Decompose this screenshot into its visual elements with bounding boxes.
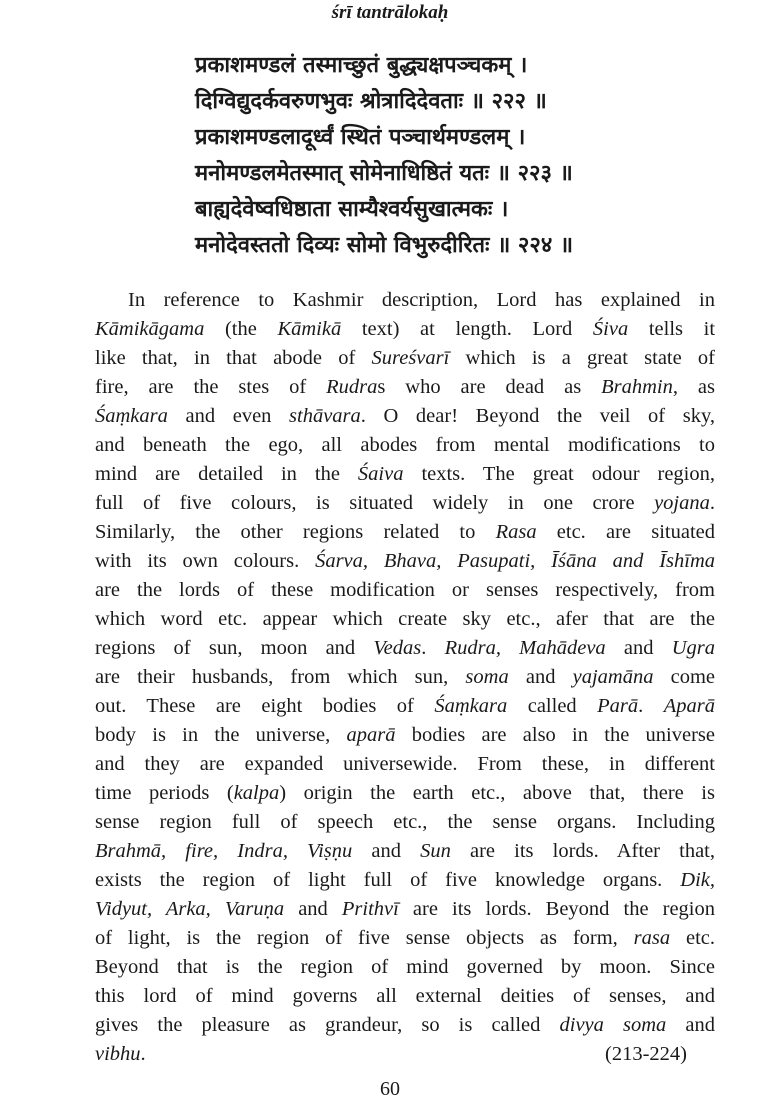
text-line xyxy=(95,460,715,489)
text-run: (the xyxy=(204,318,278,340)
italic-term: kalpa xyxy=(233,782,280,804)
text-run: and xyxy=(605,637,672,659)
text-run: and xyxy=(352,840,421,862)
text-run: , as xyxy=(672,376,715,398)
text-run: sense region full of speech etc., the sense organs. Including xyxy=(95,811,715,833)
text-line xyxy=(95,837,715,866)
italic-term: Rudra xyxy=(326,376,378,398)
text-run: like that, in that abode of xyxy=(95,347,372,369)
page-number: 60 xyxy=(380,1078,400,1100)
verse-line: प्रकाशमण्डलं तस्माच्छुतं बुद्ध्यक्षपञ्चकम् । xyxy=(195,53,528,78)
text-run: . xyxy=(709,492,715,514)
text-run: . xyxy=(140,1043,146,1065)
text-run: fire, are the stes of xyxy=(95,376,327,398)
text-run: mind are detailed in the xyxy=(95,463,358,485)
text-run: bodies are also in the universe xyxy=(395,724,715,746)
text-run: ) origin the earth etc., above that, there is xyxy=(279,782,715,804)
text-line xyxy=(95,750,715,779)
text-line xyxy=(95,489,715,518)
text-run: and xyxy=(284,898,342,920)
italic-term: Śaṃkara xyxy=(434,695,508,717)
verse-line: मनोमण्डलमेतस्मात् सोमेनाधिष्ठितं यतः ॥ २२३ ॥ xyxy=(195,161,573,186)
italic-term: Sureśvarī xyxy=(371,347,450,369)
text-line xyxy=(95,924,715,953)
text-run: time periods ( xyxy=(95,782,234,804)
text-line xyxy=(95,953,715,982)
text-line xyxy=(95,605,715,634)
line-text xyxy=(95,1040,146,1069)
text-run: In reference to Kashmir description, Lord has explained in xyxy=(128,289,715,311)
text-run: Beyond that is the region of mind governed by moon. Since xyxy=(95,956,715,978)
italic-term: soma xyxy=(465,666,509,688)
text-run: are its lords. Beyond the region xyxy=(398,898,715,920)
text-run: and even xyxy=(167,405,290,427)
text-run: are the lords of these modification or senses respectively, from xyxy=(95,579,715,601)
text-run: and xyxy=(508,666,573,688)
italic-term: Śarva, Bhava, Pasupati, Īśāna and Īshīma xyxy=(315,550,715,572)
text-line xyxy=(95,634,715,663)
text-line xyxy=(95,315,715,344)
text-line xyxy=(95,344,715,373)
text-run: texts. The great odour region, xyxy=(403,463,715,485)
running-header: śrī tantrālokaḥ xyxy=(331,2,449,23)
italic-term: Prithvī xyxy=(341,898,399,920)
italic-term: yajamāna xyxy=(572,666,654,688)
italic-term: Aparā xyxy=(663,695,715,717)
italic-term: Brahmin xyxy=(601,376,673,398)
text-run: this lord of mind governs all external deities of senses, and xyxy=(95,985,715,1007)
text-run: called xyxy=(507,695,598,717)
italic-term: Śaiva xyxy=(357,463,404,485)
italic-term: rasa xyxy=(633,927,671,949)
text-run: come xyxy=(653,666,715,688)
italic-term: Śiva xyxy=(592,318,629,340)
text-run: regions of sun, moon and xyxy=(95,637,374,659)
italic-term: yojana xyxy=(654,492,710,514)
italic-term: sthāvara xyxy=(289,405,361,427)
italic-term: vibhu xyxy=(95,1043,141,1065)
italic-term: Brahmā, fire, Indra, Viṣṇu xyxy=(95,840,353,862)
italic-term: Parā xyxy=(597,695,639,717)
text-line xyxy=(95,518,715,547)
text-run: and they are expanded universewide. From these, in different xyxy=(95,753,715,775)
text-line xyxy=(95,663,715,692)
text-line xyxy=(95,431,715,460)
text-run: . xyxy=(421,637,445,659)
text-line xyxy=(95,1040,715,1069)
text-run: are its lords. After that, xyxy=(450,840,715,862)
text-run: Similarly, the other regions related to xyxy=(95,521,496,543)
italic-term: Dik, xyxy=(680,869,715,891)
text-run: body is in the universe, xyxy=(95,724,347,746)
italic-term: Kāmikā xyxy=(277,318,342,340)
text-run: . O dear! Beyond the veil of sky, xyxy=(360,405,716,427)
italic-term: aparā xyxy=(346,724,396,746)
text-run: and xyxy=(666,1014,715,1036)
verse-line: मनोदेवस्ततो दिव्यः सोमो विभुरुदीरितः ॥ २२४ ॥ xyxy=(195,233,574,258)
italic-term: Rasa xyxy=(495,521,537,543)
text-run: with its own colours. xyxy=(95,550,316,572)
text-line xyxy=(95,721,715,750)
text-line xyxy=(95,286,715,315)
sanskrit-verses xyxy=(195,48,715,264)
italic-term: Vedas xyxy=(373,637,422,659)
text-run: exists the region of light full of five knowledge organs. xyxy=(95,869,681,891)
commentary-paragraph xyxy=(95,286,715,1069)
text-run: which word etc. appear which create sky etc., afer that are the xyxy=(95,608,715,630)
text-run: are their husbands, from which sun, xyxy=(95,666,466,688)
italic-term: Kāmikāgama xyxy=(95,318,205,340)
text-run: of light, is the region of five sense objects as form, xyxy=(95,927,634,949)
italic-term: divya soma xyxy=(559,1014,667,1036)
text-run: etc. are situated xyxy=(536,521,715,543)
text-run: gives the pleasure as grandeur, so is called xyxy=(95,1014,560,1036)
text-run: full of five colours, is situated widely in one crore xyxy=(95,492,655,514)
verse-line: प्रकाशमण्डलादूर्ध्वं स्थितं पञ्चार्थमण्डलम् । xyxy=(195,125,526,150)
italic-term: Vidyut, Arka, Varuṇa xyxy=(95,898,285,920)
text-run: text) at length. Lord xyxy=(341,318,593,340)
text-line xyxy=(95,779,715,808)
text-run: out. These are eight bodies of xyxy=(95,695,435,717)
text-line xyxy=(95,982,715,1011)
text-line xyxy=(95,547,715,576)
italic-term: Ugra xyxy=(671,637,716,659)
italic-term: Rudra, Mahādeva xyxy=(444,637,606,659)
italic-term: Śaṃkara xyxy=(95,405,168,427)
text-line xyxy=(95,895,715,924)
verse-reference: (213-224) xyxy=(605,1043,687,1065)
text-line xyxy=(95,866,715,895)
text-run: etc. xyxy=(670,927,715,949)
text-run: s who are dead as xyxy=(377,376,602,398)
text-run: . xyxy=(638,695,664,717)
text-run: and beneath the ego, all abodes from mental modifications to xyxy=(95,434,715,456)
verse-line: बाह्यदेवेष्वधिष्ठाता साम्यैश्वर्यसुखात्मकः । xyxy=(195,197,509,222)
text-line xyxy=(95,402,715,431)
italic-term: Sun xyxy=(420,840,451,862)
text-line xyxy=(95,1011,715,1040)
text-line xyxy=(95,576,715,605)
text-line xyxy=(95,808,715,837)
verse-line: दिग्विद्युदर्कवरुणभुवः श्रोत्रादिदेवताः ॥ २२२ ॥ xyxy=(195,89,547,114)
text-line xyxy=(95,692,715,721)
text-run: which is a great state of xyxy=(449,347,715,369)
text-line xyxy=(95,373,715,402)
text-run: tells it xyxy=(628,318,716,340)
